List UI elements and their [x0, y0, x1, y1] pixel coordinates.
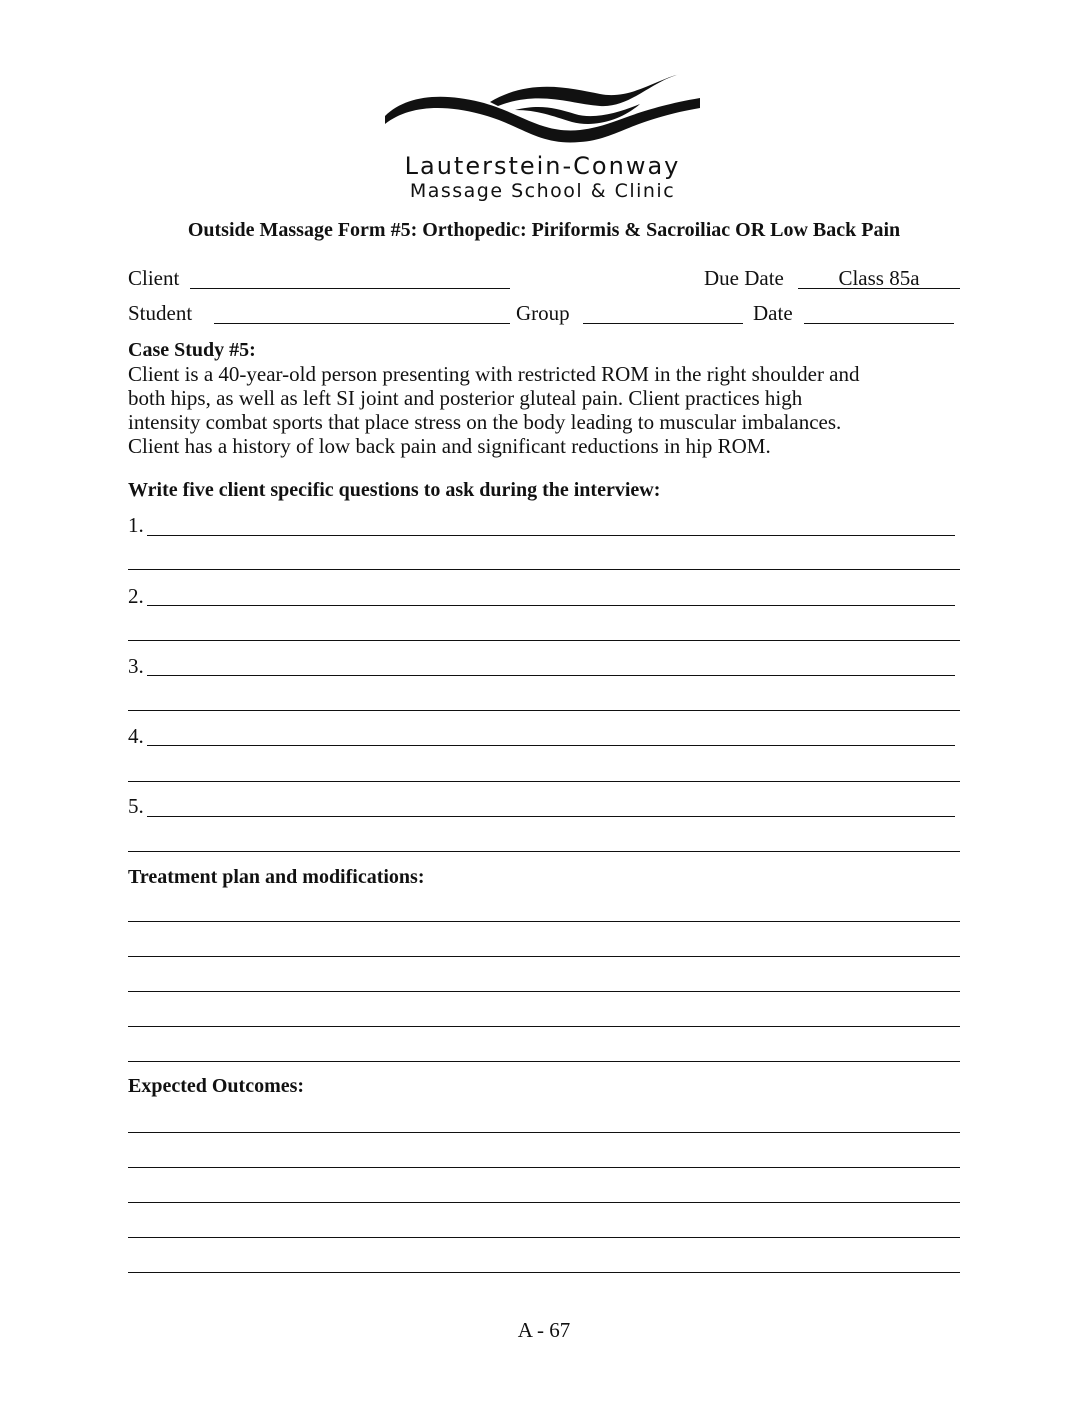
question-number: 4.: [128, 724, 144, 748]
question-2-line-2[interactable]: [128, 640, 960, 641]
due-date-field[interactable]: Class 85a: [798, 266, 960, 289]
group-label: Group: [516, 301, 570, 325]
expected-outcomes-line[interactable]: [128, 1272, 960, 1273]
question-2-line[interactable]: [147, 605, 955, 606]
case-study-line: intensity combat sports that place stress on the body leading to muscular imbalances.: [128, 410, 842, 434]
question-number: 1.: [128, 513, 144, 537]
form-title: Outside Massage Form #5: Orthopedic: Piriformis & Sacroiliac OR Low Back Pain: [187, 219, 901, 241]
question-3-line[interactable]: [147, 675, 955, 676]
treatment-plan-line[interactable]: [128, 1061, 960, 1062]
questions-heading: Write five client specific questions to ask during the interview:: [128, 479, 661, 501]
question-number: 2.: [128, 584, 144, 608]
student-field[interactable]: [214, 301, 510, 324]
question-number: 5.: [128, 794, 144, 818]
group-field[interactable]: [583, 301, 743, 324]
treatment-plan-heading: Treatment plan and modifications:: [128, 866, 425, 888]
treatment-plan-line[interactable]: [128, 956, 960, 957]
case-study-text: [128, 362, 958, 458]
expected-outcomes-line[interactable]: [128, 1237, 960, 1238]
expected-outcomes-line[interactable]: [128, 1202, 960, 1203]
question-3-line-2[interactable]: [128, 710, 960, 711]
question-1-line-2[interactable]: [128, 569, 960, 570]
due-date-label: Due Date: [704, 266, 784, 290]
client-field[interactable]: [190, 266, 510, 289]
question-4-line-2[interactable]: [128, 781, 960, 782]
case-study-line: Client has a history of low back pain and significant reductions in hip ROM.: [128, 434, 771, 458]
expected-outcomes-line[interactable]: [128, 1132, 960, 1133]
expected-outcomes-line[interactable]: [128, 1167, 960, 1168]
date-field[interactable]: [804, 301, 954, 324]
question-1-line[interactable]: [147, 535, 955, 536]
question-5-line-2[interactable]: [128, 851, 960, 852]
school-logo: [380, 68, 705, 208]
school-name-line2: Massage School & Clinic: [409, 180, 676, 202]
wave-logo-icon: [380, 68, 705, 152]
school-name-line1: Lauterstein-Conway: [404, 152, 681, 180]
question-5-line[interactable]: [147, 816, 955, 817]
treatment-plan-line[interactable]: [128, 921, 960, 922]
case-study-line: Client is a 40-year-old person presenting with restricted ROM in the right shoulder and: [128, 362, 860, 386]
case-study-line: both hips, as well as left SI joint and posterior gluteal pain. Client practices high: [128, 386, 803, 410]
question-number: 3.: [128, 654, 144, 678]
student-label: Student: [128, 301, 193, 325]
client-label: Client: [128, 266, 180, 290]
date-label: Date: [753, 301, 793, 325]
page-number: A - 67: [517, 1318, 571, 1342]
case-study-heading: Case Study #5:: [128, 339, 256, 361]
treatment-plan-line[interactable]: [128, 991, 960, 992]
treatment-plan-line[interactable]: [128, 1026, 960, 1027]
question-4-line[interactable]: [147, 745, 955, 746]
expected-outcomes-heading: Expected Outcomes:: [128, 1075, 305, 1097]
